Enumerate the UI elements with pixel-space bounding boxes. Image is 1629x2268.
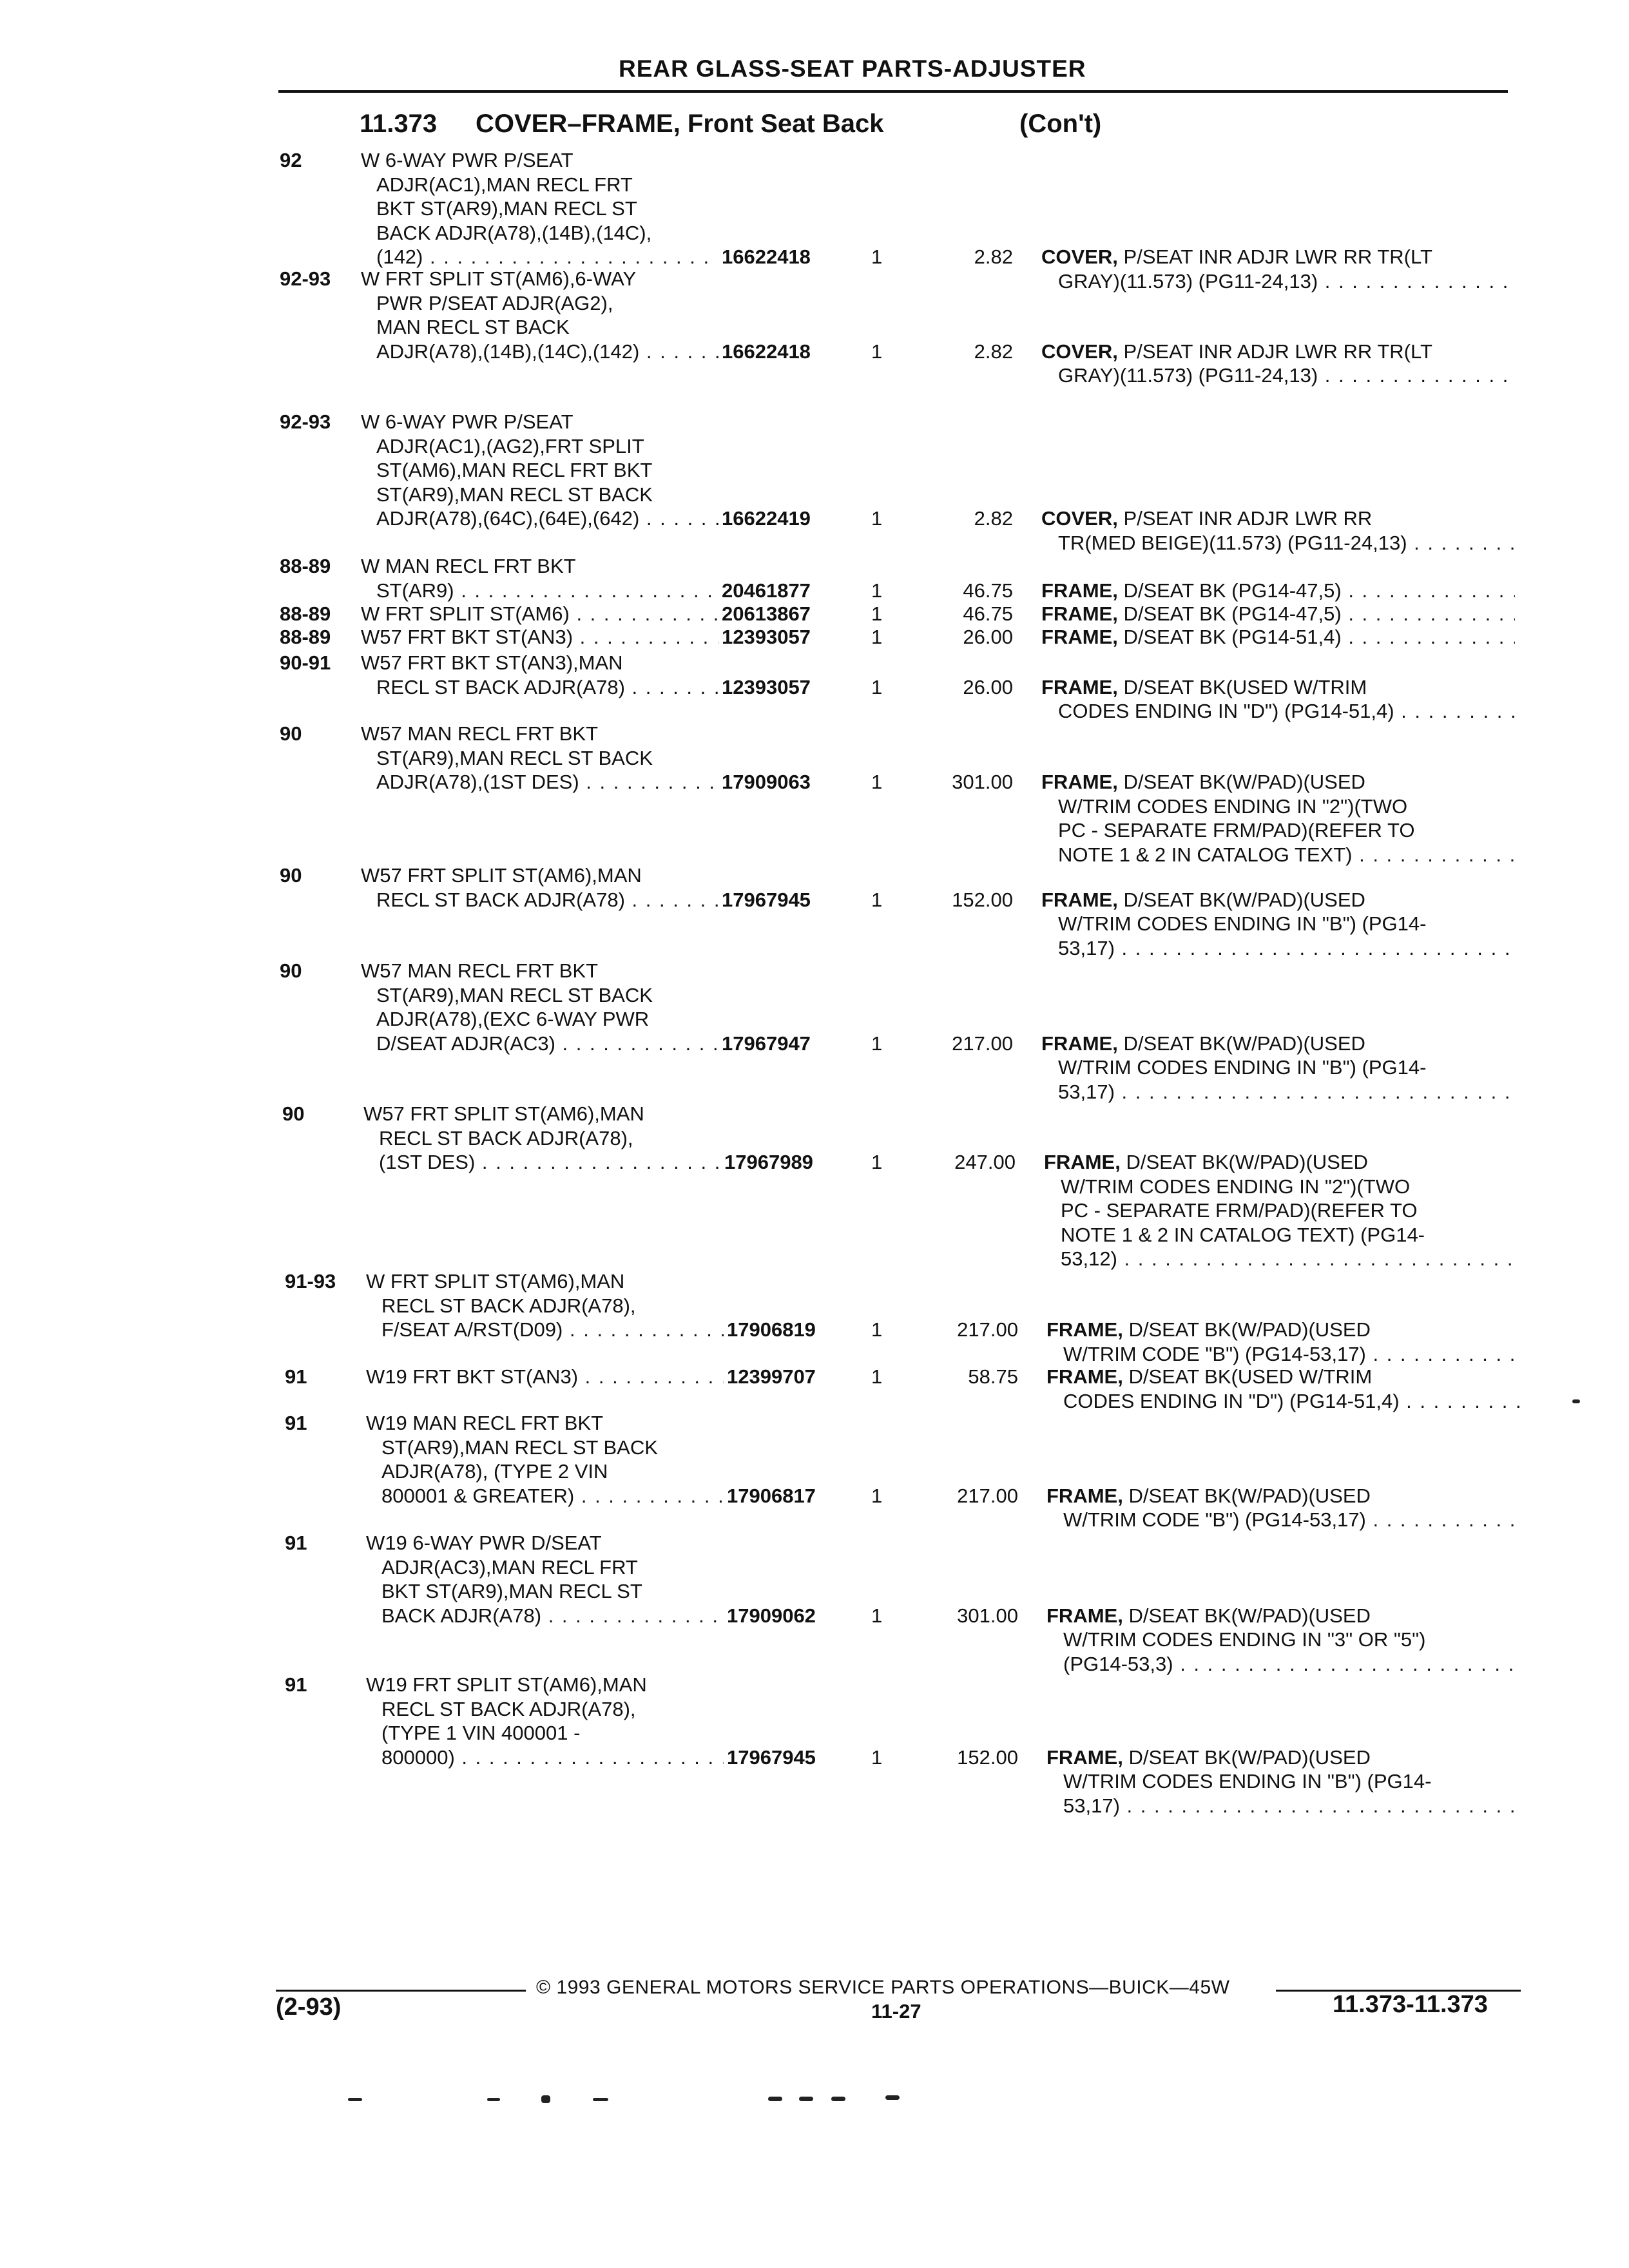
usage-line: BACK ADJR(A78) . . . bbox=[366, 1604, 724, 1628]
usage-line: ADJR(A78),(64C),(64E),(642) . . . bbox=[361, 506, 718, 531]
usage-line: ADJR(A78),(EXC 6-WAY PWR bbox=[376, 1008, 650, 1030]
description-line: NOTE 1 & 2 IN CATALOG TEXT) (PG14- bbox=[1061, 1223, 1425, 1246]
part-description bbox=[1041, 245, 1515, 293]
usage-description bbox=[366, 1365, 724, 1389]
price: 2.82 bbox=[974, 507, 1013, 530]
price: 26.00 bbox=[963, 626, 1013, 648]
description-line: NOTE 1 & 2 IN CATALOG TEXT) . . . bbox=[1041, 843, 1515, 867]
footer-section-range: 11.373-11.373 bbox=[1333, 1991, 1488, 2018]
part-number: 17906817 bbox=[727, 1484, 816, 1507]
price: 46.75 bbox=[963, 602, 1013, 625]
usage-description bbox=[361, 410, 718, 531]
part-name-keyword: FRAME, bbox=[1041, 626, 1118, 648]
model-years: 90 bbox=[280, 864, 302, 887]
description-line: 53,17) . . . bbox=[1046, 1794, 1520, 1818]
description-line: 53,17) . . . bbox=[1041, 1080, 1515, 1104]
usage-line: RECL ST BACK ADJR(A78) . . . bbox=[361, 675, 718, 700]
usage-line: ST(AR9),MAN RECL ST BACK bbox=[376, 746, 653, 769]
description-line: W/TRIM CODES ENDING IN "B") (PG14- bbox=[1058, 1056, 1427, 1079]
description-line: W/TRIM CODE "B") (PG14-53,17) . . . bbox=[1046, 1508, 1520, 1532]
footer-rule-left bbox=[276, 1990, 526, 1992]
part-number: 17967989 bbox=[724, 1151, 813, 1173]
model-years: 91 bbox=[285, 1532, 307, 1554]
part-name-keyword: FRAME, bbox=[1041, 888, 1118, 911]
part-number: 16622419 bbox=[722, 507, 811, 530]
section-number: 11.373 bbox=[360, 110, 438, 138]
part-name-keyword: FRAME, bbox=[1041, 771, 1118, 793]
price: 301.00 bbox=[952, 771, 1013, 793]
quantity: 1 bbox=[871, 1745, 883, 1769]
part-description bbox=[1046, 1745, 1520, 1818]
usage-description bbox=[361, 863, 718, 912]
footer-page-number: 11-27 bbox=[871, 2000, 921, 2023]
description-line: W/TRIM CODE "B") (PG14-53,17) . . . bbox=[1046, 1342, 1520, 1367]
model-years: 90 bbox=[282, 1102, 305, 1125]
usage-line: W 6-WAY PWR P/SEAT bbox=[361, 149, 574, 171]
scan-speck bbox=[768, 2097, 782, 2101]
usage-line: RECL ST BACK ADJR(A78) . . . bbox=[361, 888, 718, 912]
scan-speck bbox=[348, 2098, 362, 2101]
part-name-keyword: FRAME, bbox=[1046, 1484, 1123, 1507]
description-line: W/TRIM CODES ENDING IN "B") (PG14- bbox=[1063, 1770, 1432, 1792]
usage-line: W FRT SPLIT ST(AM6),6-WAY bbox=[361, 267, 637, 290]
usage-line: RECL ST BACK ADJR(A78), bbox=[381, 1294, 636, 1317]
description-line: COVER, P/SEAT INR ADJR LWR RR bbox=[1041, 507, 1373, 530]
price: 2.82 bbox=[974, 340, 1013, 363]
model-years: 88-89 bbox=[280, 626, 331, 648]
description-line: TR(MED BEIGE)(11.573) (PG11-24,13) . . . bbox=[1041, 531, 1515, 555]
usage-line: W57 FRT BKT ST(AN3),MAN bbox=[361, 651, 623, 674]
model-years: 92-93 bbox=[280, 267, 331, 290]
header-rule bbox=[278, 90, 1508, 93]
part-number: 17906819 bbox=[727, 1318, 816, 1341]
usage-description bbox=[366, 1269, 724, 1342]
usage-line: RECL ST BACK ADJR(A78), bbox=[379, 1126, 633, 1149]
model-years: 88-89 bbox=[280, 555, 331, 577]
quantity: 1 bbox=[871, 1604, 883, 1627]
quantity: 1 bbox=[871, 1032, 883, 1055]
description-line: FRAME, D/SEAT BK (PG14-47,5) . . . bbox=[1041, 579, 1515, 603]
usage-description bbox=[366, 1411, 724, 1508]
quantity: 1 bbox=[871, 1318, 883, 1341]
usage-line: ST(AR9) . . . bbox=[361, 579, 718, 603]
description-line: FRAME, D/SEAT BK(W/PAD)(USED bbox=[1044, 1151, 1368, 1173]
description-line: (PG14-53,3) . . . bbox=[1046, 1652, 1520, 1677]
price: 152.00 bbox=[952, 888, 1013, 911]
model-years: 91 bbox=[285, 1365, 307, 1388]
part-number: 17967945 bbox=[727, 1745, 816, 1769]
usage-line: ADJR(AC1),(AG2),FRT SPLIT bbox=[376, 434, 644, 457]
scan-speck bbox=[593, 2098, 608, 2101]
usage-description bbox=[366, 1673, 724, 1769]
part-description bbox=[1041, 770, 1515, 867]
model-years: 91-93 bbox=[285, 1270, 336, 1293]
usage-line: RECL ST BACK ADJR(A78), bbox=[381, 1697, 636, 1720]
model-years: 92 bbox=[280, 149, 302, 171]
part-name-keyword: COVER, bbox=[1041, 245, 1118, 268]
quantity: 1 bbox=[871, 579, 883, 602]
price: 46.75 bbox=[963, 579, 1013, 602]
part-name-keyword: FRAME, bbox=[1041, 675, 1118, 698]
price: 26.00 bbox=[963, 675, 1013, 698]
part-description bbox=[1046, 1604, 1520, 1677]
part-number: 17967947 bbox=[722, 1032, 811, 1055]
usage-line: ST(AR9),MAN RECL ST BACK bbox=[376, 483, 653, 506]
usage-description bbox=[361, 625, 718, 649]
part-number: 20461877 bbox=[722, 579, 811, 602]
model-years: 90 bbox=[280, 722, 302, 745]
price: 217.00 bbox=[957, 1318, 1018, 1341]
usage-line: W57 FRT SPLIT ST(AM6),MAN bbox=[361, 864, 642, 887]
description-line: FRAME, D/SEAT BK(W/PAD)(USED bbox=[1041, 888, 1365, 911]
page-title: REAR GLASS-SEAT PARTS-ADJUSTER bbox=[619, 55, 1086, 82]
scan-speck bbox=[541, 2095, 550, 2103]
usage-line: W57 MAN RECL FRT BKT bbox=[361, 722, 599, 745]
part-description bbox=[1044, 1150, 1518, 1271]
description-line: CODES ENDING IN "D") (PG14-51,4) . . . bbox=[1046, 1389, 1520, 1414]
part-number: 12393057 bbox=[722, 626, 811, 648]
description-line: PC - SEPARATE FRM/PAD)(REFER TO bbox=[1058, 819, 1415, 841]
price: 152.00 bbox=[957, 1745, 1018, 1769]
usage-line: W19 6-WAY PWR D/SEAT bbox=[366, 1532, 602, 1554]
usage-line: ADJR(A78),(14B),(14C),(142) . . . bbox=[361, 340, 718, 364]
description-line: PC - SEPARATE FRM/PAD)(REFER TO bbox=[1061, 1199, 1418, 1222]
usage-line: (1ST DES) . . . bbox=[363, 1150, 721, 1175]
part-description bbox=[1041, 888, 1515, 961]
description-line: FRAME, D/SEAT BK(W/PAD)(USED bbox=[1046, 1604, 1371, 1627]
description-line: W/TRIM CODES ENDING IN "3" OR "5") bbox=[1063, 1628, 1426, 1651]
price: 247.00 bbox=[954, 1151, 1016, 1173]
quantity: 1 bbox=[871, 888, 883, 911]
description-line: FRAME, D/SEAT BK(USED W/TRIM bbox=[1041, 675, 1367, 698]
usage-line: BKT ST(AR9),MAN RECL ST bbox=[381, 1580, 642, 1602]
usage-description bbox=[361, 148, 718, 269]
usage-line: W19 FRT BKT ST(AN3) . . . bbox=[366, 1365, 724, 1389]
usage-line: PWR P/SEAT ADJR(AG2), bbox=[376, 291, 613, 314]
usage-description bbox=[361, 722, 718, 794]
usage-line: (TYPE 1 VIN 400001 - bbox=[381, 1722, 581, 1744]
usage-line: 800001 & GREATER) . . . bbox=[366, 1484, 724, 1508]
usage-line: W57 FRT SPLIT ST(AM6),MAN bbox=[363, 1102, 644, 1125]
usage-line: W FRT SPLIT ST(AM6),MAN bbox=[366, 1270, 625, 1293]
description-line: FRAME, D/SEAT BK(W/PAD)(USED bbox=[1041, 1032, 1365, 1055]
usage-description bbox=[366, 1531, 724, 1628]
part-number: 16622418 bbox=[722, 245, 811, 268]
part-description bbox=[1046, 1484, 1520, 1532]
part-number: 17909062 bbox=[727, 1604, 816, 1627]
quantity: 1 bbox=[871, 340, 883, 363]
usage-description bbox=[361, 602, 718, 626]
model-years: 90 bbox=[280, 959, 302, 982]
usage-line: W19 FRT SPLIT ST(AM6),MAN bbox=[366, 1673, 647, 1696]
section-continued: (Con't) bbox=[1019, 110, 1102, 138]
usage-line: ADJR(AC1),MAN RECL FRT bbox=[376, 173, 633, 196]
usage-line: W57 MAN RECL FRT BKT bbox=[361, 959, 599, 982]
description-line: W/TRIM CODES ENDING IN "B") (PG14- bbox=[1058, 912, 1427, 935]
quantity: 1 bbox=[871, 507, 883, 530]
usage-line: W 6-WAY PWR P/SEAT bbox=[361, 410, 574, 433]
usage-line: 800000) . . . bbox=[366, 1745, 724, 1770]
usage-line: ADJR(A78),(1ST DES) . . . bbox=[361, 770, 718, 794]
usage-line: ADJR(A78), (TYPE 2 VIN bbox=[381, 1460, 608, 1483]
model-years: 91 bbox=[285, 1412, 307, 1434]
usage-line: W57 FRT BKT ST(AN3) . . . bbox=[361, 625, 718, 649]
footer-copyright: © 1993 GENERAL MOTORS SERVICE PARTS OPERATIONS—BUICK—45W bbox=[536, 1977, 1230, 1998]
usage-line: W FRT SPLIT ST(AM6) . . . bbox=[361, 602, 718, 626]
part-description bbox=[1046, 1318, 1520, 1366]
description-line: FRAME, D/SEAT BK (PG14-51,4) . . . bbox=[1041, 625, 1515, 649]
usage-line: BKT ST(AR9),MAN RECL ST bbox=[376, 197, 637, 220]
part-number: 17909063 bbox=[722, 771, 811, 793]
usage-description bbox=[361, 267, 718, 363]
usage-description bbox=[361, 959, 718, 1055]
part-name-keyword: FRAME, bbox=[1046, 1604, 1123, 1627]
scan-speck bbox=[487, 2098, 500, 2101]
description-line: COVER, P/SEAT INR ADJR LWR RR TR(LT bbox=[1041, 245, 1432, 268]
part-name-keyword: FRAME, bbox=[1041, 602, 1118, 625]
part-name-keyword: COVER, bbox=[1041, 340, 1118, 363]
usage-line: F/SEAT A/RST(D09) . . . bbox=[366, 1318, 724, 1342]
price: 58.75 bbox=[968, 1365, 1018, 1388]
model-years: 91 bbox=[285, 1673, 307, 1696]
quantity: 1 bbox=[871, 675, 883, 698]
part-description bbox=[1041, 602, 1515, 626]
model-years: 90-91 bbox=[280, 651, 331, 674]
description-line: GRAY)(11.573) (PG11-24,13) . . . bbox=[1041, 363, 1515, 388]
usage-description bbox=[361, 554, 718, 602]
model-years: 92-93 bbox=[280, 410, 331, 433]
price: 301.00 bbox=[957, 1604, 1018, 1627]
usage-line: ST(AR9),MAN RECL ST BACK bbox=[376, 983, 653, 1006]
usage-line: (142) . . . bbox=[361, 245, 718, 269]
quantity: 1 bbox=[871, 626, 883, 648]
price: 217.00 bbox=[952, 1032, 1013, 1055]
description-line: GRAY)(11.573) (PG11-24,13) . . . bbox=[1041, 269, 1515, 294]
usage-line: MAN RECL ST BACK bbox=[376, 316, 570, 338]
part-description bbox=[1041, 579, 1515, 603]
footer-date: (2-93) bbox=[276, 1994, 342, 2021]
usage-line: ADJR(AC3),MAN RECL FRT bbox=[381, 1555, 638, 1579]
description-line: COVER, P/SEAT INR ADJR LWR RR TR(LT bbox=[1041, 340, 1432, 363]
usage-line: W MAN RECL FRT BKT bbox=[361, 555, 576, 577]
usage-line: ST(AR9),MAN RECL ST BACK bbox=[381, 1436, 658, 1459]
scan-speck bbox=[831, 2097, 845, 2101]
description-line: FRAME, D/SEAT BK(W/PAD)(USED bbox=[1041, 771, 1365, 793]
price: 2.82 bbox=[974, 245, 1013, 268]
part-name-keyword: FRAME, bbox=[1041, 579, 1118, 602]
part-number: 16622418 bbox=[722, 340, 811, 363]
quantity: 1 bbox=[871, 245, 883, 268]
usage-description bbox=[363, 1102, 721, 1175]
part-name-keyword: FRAME, bbox=[1046, 1745, 1123, 1769]
part-number: 12393057 bbox=[722, 675, 811, 698]
description-line: 53,17) . . . bbox=[1041, 936, 1515, 961]
part-description bbox=[1041, 675, 1515, 724]
part-name-keyword: FRAME, bbox=[1046, 1365, 1123, 1388]
description-line: FRAME, D/SEAT BK(W/PAD)(USED bbox=[1046, 1484, 1371, 1507]
description-line: FRAME, D/SEAT BK(USED W/TRIM bbox=[1046, 1365, 1373, 1388]
description-line: FRAME, D/SEAT BK(W/PAD)(USED bbox=[1046, 1745, 1371, 1769]
model-years: 88-89 bbox=[280, 602, 331, 625]
scan-speck bbox=[1572, 1399, 1580, 1403]
usage-line: W19 MAN RECL FRT BKT bbox=[366, 1412, 604, 1434]
part-description bbox=[1041, 340, 1515, 388]
scan-speck bbox=[885, 2095, 900, 2100]
part-name-keyword: COVER, bbox=[1041, 507, 1118, 530]
quantity: 1 bbox=[871, 1484, 883, 1507]
quantity: 1 bbox=[871, 1365, 883, 1388]
part-number: 12399707 bbox=[727, 1365, 816, 1388]
part-description bbox=[1041, 506, 1515, 555]
usage-description bbox=[361, 651, 718, 699]
quantity: 1 bbox=[871, 771, 883, 793]
quantity: 1 bbox=[871, 1151, 883, 1173]
part-description bbox=[1041, 1032, 1515, 1104]
part-name-keyword: FRAME, bbox=[1041, 1032, 1118, 1055]
part-name-keyword: FRAME, bbox=[1046, 1318, 1123, 1341]
quantity: 1 bbox=[871, 602, 883, 625]
description-line: W/TRIM CODES ENDING IN "2")(TWO bbox=[1061, 1175, 1411, 1198]
part-description bbox=[1046, 1365, 1520, 1413]
part-number: 20613867 bbox=[722, 602, 811, 625]
part-number: 17967945 bbox=[722, 888, 811, 911]
usage-line: BACK ADJR(A78),(14B),(14C), bbox=[376, 221, 652, 244]
usage-line: ST(AM6),MAN RECL FRT BKT bbox=[376, 459, 653, 481]
part-description bbox=[1041, 625, 1515, 649]
description-line: 53,12) . . . bbox=[1044, 1247, 1518, 1271]
description-line: W/TRIM CODES ENDING IN "2")(TWO bbox=[1058, 794, 1408, 818]
description-line: CODES ENDING IN "D") (PG14-51,4) . . . bbox=[1041, 699, 1515, 724]
usage-line: D/SEAT ADJR(AC3) . . . bbox=[361, 1032, 718, 1056]
section-title: COVER–FRAME, Front Seat Back bbox=[476, 110, 884, 138]
scan-speck bbox=[799, 2097, 813, 2101]
part-name-keyword: FRAME, bbox=[1044, 1151, 1121, 1173]
description-line: FRAME, D/SEAT BK(W/PAD)(USED bbox=[1046, 1318, 1371, 1341]
price: 217.00 bbox=[957, 1484, 1018, 1507]
description-line: FRAME, D/SEAT BK (PG14-47,5) . . . bbox=[1041, 602, 1515, 626]
